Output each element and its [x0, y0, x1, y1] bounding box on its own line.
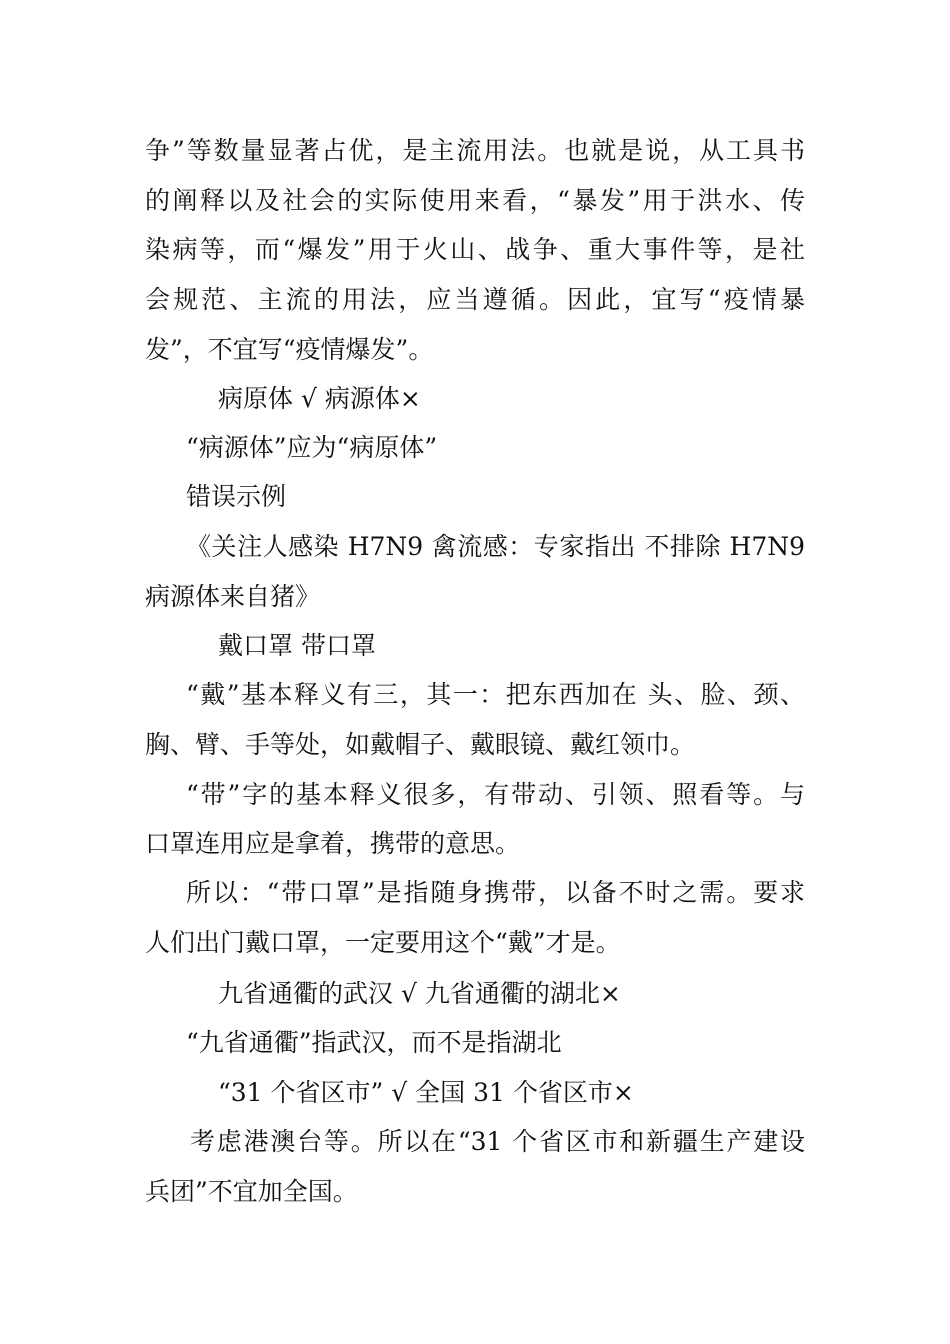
paragraph-line: “病源体”应为“病原体” — [186, 433, 438, 462]
paragraph-line: “九省通衢”指武汉，而不是指湖北 — [186, 1028, 562, 1057]
section-heading: “31 个省区市” √ 全国 31 个省区市× — [218, 1078, 634, 1107]
paragraph-line: 会规范、主流的用法，应当遵循。因此，宜写“疫情暴 — [145, 285, 805, 314]
paragraph-line: 染病等，而“爆发”用于火山、战争、重大事件等，是社 — [145, 235, 805, 264]
paragraph-line: 人们出门戴口罩，一定要用这个“戴”才是。 — [145, 928, 621, 957]
paragraph-line: 所以：“带口罩”是指随身携带，以备不时之需。要求 — [186, 878, 805, 907]
paragraph-line: 口罩连用应是拿着，携带的意思。 — [145, 829, 521, 858]
section-heading: 病原体 √ 病源体× — [218, 384, 421, 413]
paragraph-line: 胸、臂、手等处，如戴帽子、戴眼镜、戴红领巾。 — [145, 730, 696, 759]
paragraph-line: 发”，不宜写“疫情爆发”。 — [145, 335, 434, 364]
paragraph-line: 考虑港澳台等。所以在“31 个省区市和新疆生产建设 — [190, 1127, 805, 1156]
paragraph-line: 的阐释以及社会的实际使用来看，“暴发”用于洪水、传 — [145, 186, 805, 215]
section-heading: 九省通衢的武汉 √ 九省通衢的湖北× — [218, 979, 621, 1008]
paragraph-line: 兵团”不宜加全国。 — [145, 1177, 358, 1206]
paragraph-line: 《关注人感染 H7N9 禽流感：专家指出 不排除 H7N9 — [186, 532, 805, 561]
paragraph-line: “带”字的基本释义很多，有带动、引领、照看等。与 — [186, 780, 805, 809]
section-heading: 戴口罩 带口罩 — [218, 631, 376, 660]
paragraph-line: 争”等数量显著占优，是主流用法。也就是说，从工具书 — [145, 136, 805, 165]
paragraph-line: 病源体来自猪》 — [145, 582, 321, 611]
paragraph-line: “戴”基本释义有三，其一：把东西加在 头、脸、颈、 — [186, 680, 805, 709]
paragraph-line: 错误示例 — [186, 482, 287, 511]
